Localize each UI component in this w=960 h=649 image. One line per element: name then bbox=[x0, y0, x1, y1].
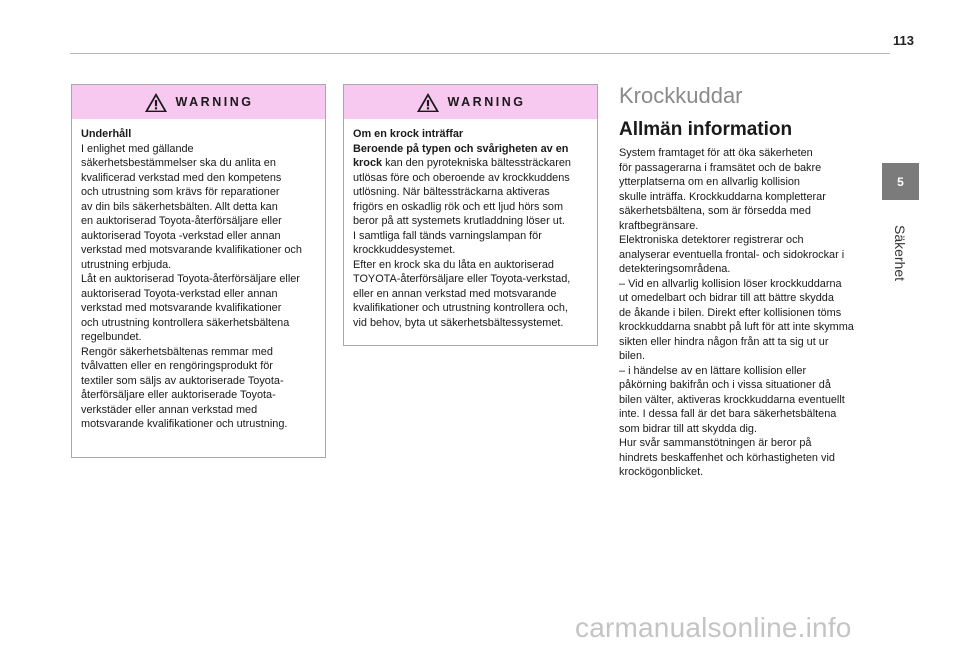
warning-label: WARNING bbox=[447, 95, 526, 109]
text-line: påkörning bakifrån och i vissa situationer då bbox=[619, 379, 831, 391]
text-line: – Vid en allvarlig kollision löser krockkuddarna bbox=[619, 277, 842, 290]
text-line: kvalifikationer och utrustning kontrollera och, bbox=[353, 302, 568, 314]
text-line: en auktoriserad Toyota-återförsäljare eller bbox=[81, 215, 282, 227]
text-line: sikten eller hindra någon från att ta sig ut ur bbox=[619, 335, 829, 348]
warning-header bbox=[72, 85, 325, 119]
watermark: carmanualsonline.info bbox=[575, 612, 852, 643]
subsection-title: Allmän information bbox=[619, 119, 793, 140]
warning-mixed-line bbox=[353, 156, 588, 171]
text-line: och utrustning kontrollera säkerhetsbältena bbox=[81, 316, 290, 329]
text-line: för passagerarna i framsätet och de bakre bbox=[619, 161, 822, 174]
text-line: bilen. bbox=[619, 350, 646, 362]
text-line: skulle inträffa. Krockkuddarna kompletterar bbox=[619, 190, 826, 203]
body-text bbox=[619, 146, 879, 480]
text-line: utrustning erbjuda. bbox=[81, 258, 172, 271]
warning-box-maintenance bbox=[71, 84, 326, 458]
text-line: av din bils säkerhetsbälten. Allt detta kan bbox=[81, 200, 278, 213]
text-line: verkstäder eller annan verkstad med bbox=[81, 403, 258, 416]
text-line: I enlighet med gällande bbox=[81, 142, 194, 155]
text-line: krockkuddesystemet. bbox=[353, 244, 456, 256]
text-line: som bidrar till att skydda dig. bbox=[619, 422, 758, 435]
text-line: återförsäljare eller auktoriserade Toyota- bbox=[81, 389, 276, 401]
text-line: I samtliga fall tänds varningslampan för bbox=[353, 229, 542, 242]
warning-bold-line: Beroende på typen och svårigheten av en bbox=[353, 142, 569, 155]
text-line: utlösas före och oberoende av krockkuddens bbox=[353, 171, 570, 184]
chapter-tab: 5 bbox=[882, 163, 919, 200]
section-title: Krockkuddar bbox=[619, 83, 743, 108]
warning-label: WARNING bbox=[175, 95, 254, 109]
text-line: säkerhetsbestämmelser ska du anlita en bbox=[81, 157, 276, 169]
text-line: detekteringsområdena. bbox=[619, 263, 731, 275]
chapter-title bbox=[882, 205, 919, 300]
text-line: frigörs en oskadlig rök och ett ljud hörs som bbox=[353, 200, 564, 213]
text-line: kvalificerad verkstad med den kompetens bbox=[81, 171, 282, 184]
text-line: auktoriserad Toyota-verkstad eller annan bbox=[81, 287, 278, 300]
top-rule bbox=[70, 53, 890, 54]
text-line: Hur svår sammanstötningen är beror på bbox=[619, 437, 812, 449]
page-number: 113 bbox=[893, 33, 914, 48]
warning-line-tail: kan den pyrotekniska bältessträckaren bbox=[382, 157, 571, 169]
text-line: och utrustning som krävs för reparationer bbox=[81, 186, 280, 198]
text-line: krockkuddarna snabbt på luft för att inte skymma bbox=[619, 321, 854, 333]
text-line: auktoriserad Toyota -verkstad eller annan bbox=[81, 229, 281, 242]
text-line: verkstad med motsvarande kvalifikationer och bbox=[81, 244, 302, 256]
chapter-title-text: Säkerhet bbox=[892, 224, 909, 281]
warning-triangle-icon bbox=[416, 92, 440, 113]
warning-box-collision bbox=[343, 84, 598, 346]
text-line: regelbundet. bbox=[81, 331, 142, 343]
warning-bold-word: krock bbox=[353, 157, 383, 169]
text-line: verkstad med motsvarande kvalifikationer bbox=[81, 302, 282, 314]
warning-body bbox=[344, 119, 597, 330]
text-line: Elektroniska detektorer registrerar och bbox=[619, 234, 804, 246]
text-line: motsvarande kvalifikationer och utrustning. bbox=[81, 418, 288, 430]
text-line: Efter en krock ska du låta en auktoriserad bbox=[353, 258, 554, 271]
warning-header bbox=[344, 85, 597, 119]
text-line: ut omedelbart och bidrar till att bättre skydda bbox=[619, 292, 834, 304]
text-line: tvålvatten eller en rengöringsprodukt för bbox=[81, 360, 273, 372]
warning-body bbox=[72, 119, 325, 432]
text-line: vid behov, byta ut säkerhetsbältessystemet. bbox=[353, 316, 564, 329]
text-line: textiler som säljs av auktoriserade Toyota- bbox=[81, 374, 284, 387]
text-line: Rengör säkerhetsbältenas remmar med bbox=[81, 345, 273, 358]
text-line: TOYOTA-återförsäljare eller Toyota-verkstad, bbox=[353, 273, 571, 285]
text-line: inte. I dessa fall är det bara säkerhetsbältena bbox=[619, 408, 837, 420]
text-line: analyserar eventuella frontal- och sidokrockar i bbox=[619, 248, 845, 261]
text-line: utlösning. När bältessträckarna aktiveras bbox=[353, 186, 550, 198]
text-line: de åkande i bilen. Direkt efter kollisionen töms bbox=[619, 306, 842, 319]
text-line: Låt en auktoriserad Toyota-återförsäljare eller bbox=[81, 273, 300, 285]
warning-triangle-icon bbox=[144, 92, 168, 113]
warning-heading: Om en krock inträffar bbox=[353, 128, 464, 140]
text-line: säkerhetsbältena, som är försedda med bbox=[619, 205, 811, 217]
text-line: beror på att systemets krutladdning löser ut. bbox=[353, 215, 565, 227]
text-line: bilen välter, aktiveras krockkuddarna eventuellt bbox=[619, 393, 845, 406]
text-line: ytterplatserna om en allvarlig kollision bbox=[619, 176, 800, 188]
text-line: eller en annan verkstad med motsvarande bbox=[353, 287, 557, 300]
warning-heading: Underhåll bbox=[81, 128, 132, 140]
text-line: System framtaget för att öka säkerheten bbox=[619, 147, 813, 159]
text-line: – i händelse av en lättare kollision eller bbox=[619, 364, 807, 377]
text-line: hindrets beskaffenhet och körhastigheten vid bbox=[619, 451, 835, 464]
text-line: krockögonblicket. bbox=[619, 466, 704, 478]
text-line: kraftbegränsare. bbox=[619, 219, 699, 232]
